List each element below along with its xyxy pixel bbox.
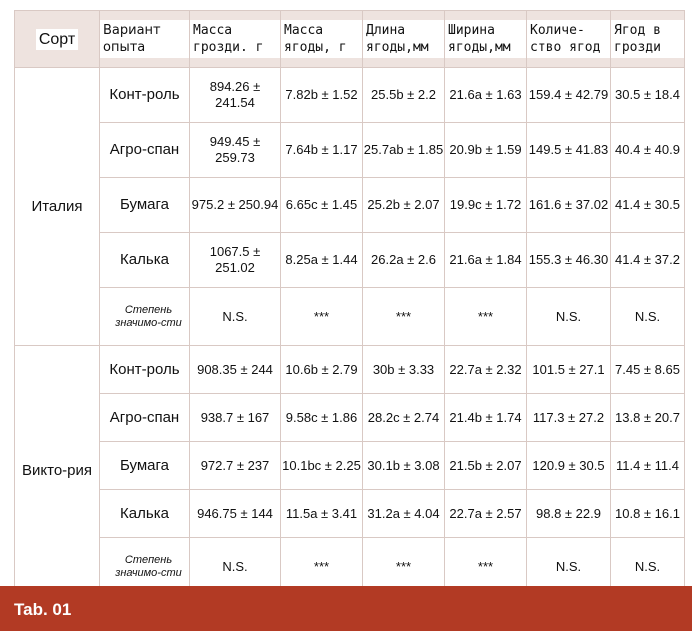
value-cell: 10.1bc ± 2.25 — [281, 442, 363, 490]
variant-cell: Конт-роль — [100, 68, 190, 123]
value-cell: 7.82b ± 1.52 — [281, 68, 363, 123]
value-cell: 159.4 ± 42.79 — [527, 68, 611, 123]
significance-cell: N.S. — [190, 288, 281, 346]
value-cell: 19.9c ± 1.72 — [445, 178, 527, 233]
value-cell: 117.3 ± 27.2 — [527, 394, 611, 442]
significance-cell: *** — [281, 288, 363, 346]
value-cell: 41.4 ± 37.2 — [611, 233, 685, 288]
significance-label: Степень значимо-сти — [100, 288, 190, 346]
table-row — [15, 490, 685, 538]
value-cell: 30b ± 3.33 — [363, 346, 445, 394]
table-row — [15, 233, 685, 288]
header-berry-count: Количе-ство ягод — [527, 11, 611, 68]
variant-cell: Калька — [100, 233, 190, 288]
value-cell: 21.4b ± 1.74 — [445, 394, 527, 442]
value-cell: 11.5a ± 3.41 — [281, 490, 363, 538]
value-cell: 28.2c ± 2.74 — [363, 394, 445, 442]
value-cell: 30.1b ± 3.08 — [363, 442, 445, 490]
value-cell: 25.7ab ± 1.85 — [363, 123, 445, 178]
significance-cell: *** — [281, 538, 363, 596]
table-row — [15, 442, 685, 490]
header-berry-length: Длина ягоды,мм — [363, 11, 445, 68]
value-cell: 7.64b ± 1.17 — [281, 123, 363, 178]
table-row — [15, 68, 685, 123]
significance-cell: N.S. — [527, 288, 611, 346]
significance-cell: *** — [445, 288, 527, 346]
value-cell: 11.4 ± 11.4 — [611, 442, 685, 490]
value-cell: 20.9b ± 1.59 — [445, 123, 527, 178]
significance-cell: N.S. — [527, 538, 611, 596]
value-cell: 41.4 ± 30.5 — [611, 178, 685, 233]
value-cell: 120.9 ± 30.5 — [527, 442, 611, 490]
value-cell: 40.4 ± 40.9 — [611, 123, 685, 178]
header-sort: Сорт — [15, 11, 100, 68]
variant-cell: Калька — [100, 490, 190, 538]
table-row — [15, 178, 685, 233]
group-name: Викто-рия — [15, 346, 100, 596]
variant-cell: Бумага — [100, 178, 190, 233]
value-cell: 10.6b ± 2.79 — [281, 346, 363, 394]
value-cell: 25.2b ± 2.07 — [363, 178, 445, 233]
table-row — [15, 346, 685, 394]
value-cell: 10.8 ± 16.1 — [611, 490, 685, 538]
value-cell: 13.8 ± 20.7 — [611, 394, 685, 442]
value-cell: 972.7 ± 237 — [190, 442, 281, 490]
header-berries-per-bunch: Ягод в грозди — [611, 11, 685, 68]
significance-cell: *** — [363, 288, 445, 346]
variant-cell: Конт-роль — [100, 346, 190, 394]
value-cell: 31.2a ± 4.04 — [363, 490, 445, 538]
header-row — [15, 11, 685, 68]
value-cell: 1067.5 ± 251.02 — [190, 233, 281, 288]
header-berry-mass: Масса ягоды, г — [281, 11, 363, 68]
significance-cell: *** — [363, 538, 445, 596]
results-table — [14, 10, 685, 596]
value-cell: 21.5b ± 2.07 — [445, 442, 527, 490]
header-variant: Вариант опыта — [100, 11, 190, 68]
value-cell: 101.5 ± 27.1 — [527, 346, 611, 394]
header-berry-width: Ширина ягоды,мм — [445, 11, 527, 68]
caption-bar — [0, 586, 692, 631]
value-cell: 98.8 ± 22.9 — [527, 490, 611, 538]
value-cell: 894.26 ± 241.54 — [190, 68, 281, 123]
value-cell: 21.6a ± 1.84 — [445, 233, 527, 288]
significance-cell: N.S. — [611, 288, 685, 346]
significance-label: Степень значимо-сти — [100, 538, 190, 596]
significance-cell: N.S. — [611, 538, 685, 596]
table-row — [15, 123, 685, 178]
group-name: Италия — [15, 68, 100, 346]
value-cell: 149.5 ± 41.83 — [527, 123, 611, 178]
variant-cell: Бумага — [100, 442, 190, 490]
value-cell: 7.45 ± 8.65 — [611, 346, 685, 394]
header-bunch-mass: Масса грозди. г — [190, 11, 281, 68]
table-row — [15, 394, 685, 442]
table-caption: Tab. 01 — [14, 600, 72, 619]
value-cell: 161.6 ± 37.02 — [527, 178, 611, 233]
value-cell: 8.25a ± 1.44 — [281, 233, 363, 288]
value-cell: 975.2 ± 250.94 — [190, 178, 281, 233]
significance-cell: *** — [445, 538, 527, 596]
value-cell: 946.75 ± 144 — [190, 490, 281, 538]
value-cell: 21.6a ± 1.63 — [445, 68, 527, 123]
value-cell: 30.5 ± 18.4 — [611, 68, 685, 123]
value-cell: 22.7a ± 2.32 — [445, 346, 527, 394]
significance-cell: N.S. — [190, 538, 281, 596]
value-cell: 25.5b ± 2.2 — [363, 68, 445, 123]
value-cell: 908.35 ± 244 — [190, 346, 281, 394]
value-cell: 26.2a ± 2.6 — [363, 233, 445, 288]
value-cell: 9.58c ± 1.86 — [281, 394, 363, 442]
value-cell: 938.7 ± 167 — [190, 394, 281, 442]
variant-cell: Агро-спан — [100, 123, 190, 178]
variant-cell: Агро-спан — [100, 394, 190, 442]
value-cell: 22.7a ± 2.57 — [445, 490, 527, 538]
value-cell: 6.65c ± 1.45 — [281, 178, 363, 233]
significance-row — [15, 288, 685, 346]
value-cell: 155.3 ± 46.30 — [527, 233, 611, 288]
value-cell: 949.45 ± 259.73 — [190, 123, 281, 178]
